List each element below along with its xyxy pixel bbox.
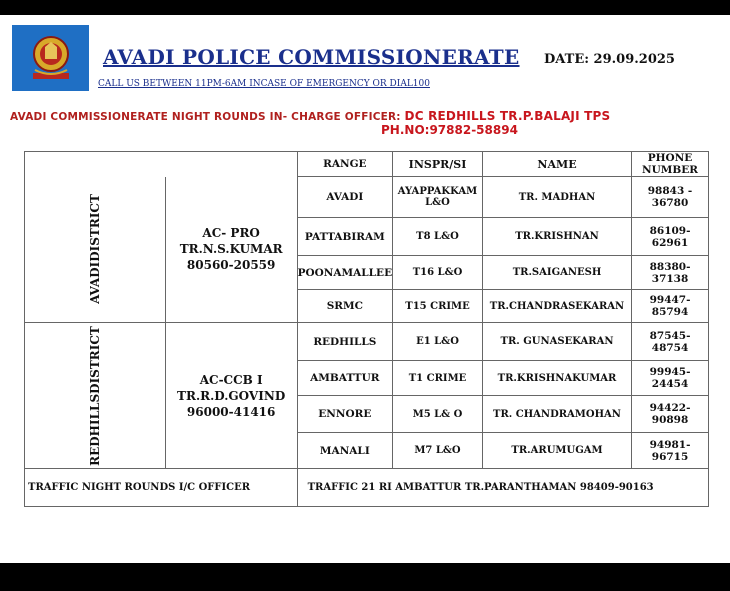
- ac-cell: [165, 177, 297, 323]
- insp-cell: T8 L&O: [393, 218, 483, 256]
- header-phone: PHONE NUMBER: [632, 152, 709, 177]
- traffic-label: TRAFFIC NIGHT ROUNDS I/C OFFICER: [25, 469, 298, 507]
- name-cell: TR. CHANDRAMOHAN: [482, 396, 631, 433]
- officer-phone: PH.NO:97882-58894: [381, 123, 518, 137]
- range-cell: ENNORE: [297, 396, 392, 433]
- table-row: [25, 323, 709, 361]
- officer-line: [10, 109, 610, 123]
- table-row: [25, 177, 709, 218]
- phone-cell: 99945-24454: [632, 361, 709, 396]
- night-rounds-table: [24, 151, 709, 507]
- insp-cell: M7 L&O: [393, 433, 483, 469]
- emergency-notice: CALL US BETWEEN 11PM-6AM INCASE OF EMERGENCY OR DIAL100: [98, 79, 430, 89]
- ac-officer: TR.R.D.GOVIND: [177, 388, 286, 403]
- name-cell: TR.KRISHNAKUMAR: [482, 361, 631, 396]
- phone-cell: 94422-90898: [632, 396, 709, 433]
- name-cell: TR. GUNASEKARAN: [482, 323, 631, 361]
- officer-label: AVADI COMMISSIONERATE NIGHT ROUNDS IN- CHARGE OFFICER:: [10, 111, 405, 123]
- page-title: AVADI POLICE COMMISSIONERATE: [103, 45, 520, 69]
- range-cell: SRMC: [297, 290, 392, 323]
- header-insp: INSPR/SI: [393, 152, 483, 177]
- officer-name: DC REDHILLS TR.P.BALAJI TPS: [404, 109, 611, 123]
- document-page: [0, 15, 730, 563]
- police-emblem-logo: [12, 25, 89, 91]
- range-cell: MANALI: [297, 433, 392, 469]
- range-cell: POONAMALLEE: [297, 256, 392, 290]
- insp-cell: AYAPPAKKAM L&O: [393, 177, 483, 218]
- header-name: NAME: [482, 152, 631, 177]
- name-cell: TR.KRISHNAN: [482, 218, 631, 256]
- insp-cell: T16 L&O: [393, 256, 483, 290]
- phone-cell: 98843 - 36780: [632, 177, 709, 218]
- ac-title: AC-CCB I: [199, 372, 263, 387]
- phone-cell: 88380-37138: [632, 256, 709, 290]
- ac-officer: TR.N.S.KUMAR: [179, 242, 283, 257]
- traffic-officer: TRAFFIC 21 RI AMBATTUR TR.PARANTHAMAN 98409-90163: [297, 469, 708, 507]
- phone-cell: 86109-62961: [632, 218, 709, 256]
- district-label-cell: [25, 177, 166, 323]
- document-date: DATE: 29.09.2025: [544, 52, 675, 67]
- table-header-row: [25, 152, 709, 177]
- district-label: REDHILLSDISTRICT: [87, 325, 102, 466]
- ac-phone: 96000-41416: [186, 404, 276, 419]
- phone-cell: 94981-96715: [632, 433, 709, 469]
- name-cell: TR. MADHAN: [482, 177, 631, 218]
- insp-cell: M5 L& O: [393, 396, 483, 433]
- district-label-cell: [25, 323, 166, 469]
- phone-cell: 87545-48754: [632, 323, 709, 361]
- name-cell: TR.ARUMUGAM: [482, 433, 631, 469]
- insp-cell: T15 CRIME: [393, 290, 483, 323]
- range-cell: AVADI: [297, 177, 392, 218]
- name-cell: TR.SAIGANESH: [482, 256, 631, 290]
- ac-phone: 80560-20559: [186, 258, 276, 273]
- header-blank-cell: [25, 152, 298, 177]
- ac-cell: [165, 323, 297, 469]
- range-cell: REDHILLS: [297, 323, 392, 361]
- district-label: AVADIDISTRICT: [87, 194, 102, 305]
- ac-title: AC- PRO: [202, 226, 260, 241]
- traffic-row: [25, 469, 709, 507]
- insp-cell: E1 L&O: [393, 323, 483, 361]
- insp-cell: T1 CRIME: [393, 361, 483, 396]
- phone-cell: 99447-85794: [632, 290, 709, 323]
- name-cell: TR.CHANDRASEKARAN: [482, 290, 631, 323]
- range-cell: PATTABIRAM: [297, 218, 392, 256]
- header-range: RANGE: [297, 152, 392, 177]
- range-cell: AMBATTUR: [297, 361, 392, 396]
